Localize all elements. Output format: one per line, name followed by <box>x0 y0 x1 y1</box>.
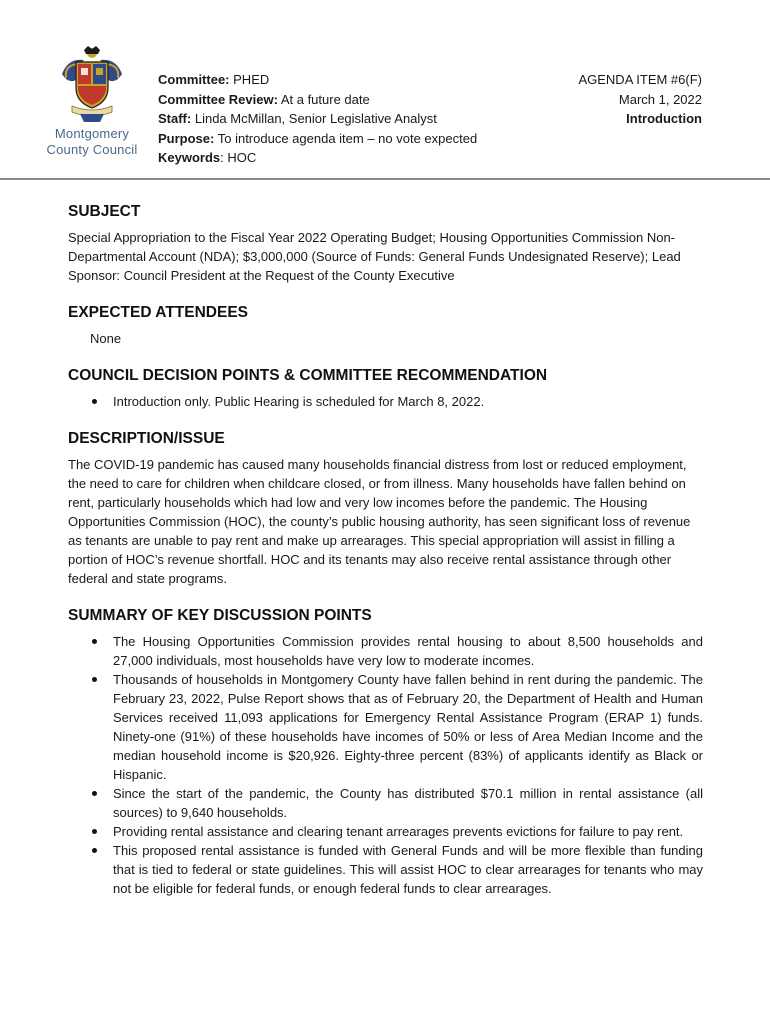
summary-list <box>68 632 703 898</box>
agenda-item-number: AGENDA ITEM #6(F) <box>578 72 702 87</box>
purpose-label: Purpose: <box>158 130 215 146</box>
committee-info <box>158 70 477 168</box>
review-value: At a future date <box>280 91 370 107</box>
list-item: This proposed rental assistance is funded with General Funds and will be more flexible than funding that is tied to federal or state guidelines. This will assist HOC to clear arrearages for tenants who may not be eligible for federal funds, or enough federal funds to clear arrearages. <box>113 843 703 896</box>
subject-heading: SUBJECT <box>68 203 141 220</box>
description-text: The COVID-19 pandemic has caused many households financial distress from lost or reduced employment, the need to care for children when childcare closed, or from illness. Many households have fallen behind on rent, particularly households which had low and very low incomes before the pandemic. The Housing Opportunities Commission (HOC), the county’s public housing authority, has seen significant loss of revenue as tenants are unable to pay rent and make up arrearages. This special appropriation will assist in filling a portion of HOC’s revenue shortfall. HOC and its tenants may also receive rental assistance through other federal and state programs. <box>68 457 691 586</box>
council-name <box>44 126 140 158</box>
purpose-value: To introduce agenda item – no vote expected <box>217 130 478 146</box>
header-divider <box>0 178 770 180</box>
summary-heading: SUMMARY OF KEY DISCUSSION POINTS <box>68 607 372 624</box>
keywords-value: : HOC <box>220 150 257 165</box>
purpose-row <box>158 129 477 149</box>
staff-value: Linda McMillan, Senior Legislative Analyst <box>194 111 437 126</box>
agenda-date: March 1, 2022 <box>618 91 702 107</box>
list-item: The Housing Opportunities Commission provides rental housing to about 8,500 households and 27,000 individuals, most households have very low to moderate incomes. <box>113 634 703 668</box>
decision-list <box>68 392 703 411</box>
council-name-line2: County Council <box>46 142 138 157</box>
attendees-text: None <box>90 331 122 346</box>
list-item: Providing rental assistance and clearing tenant arrearages prevents evictions for failure to pay rent. <box>113 822 703 841</box>
list-item: Introduction only. Public Hearing is scheduled for March 8, 2022. <box>113 392 703 411</box>
staff-row <box>158 109 477 129</box>
document-body <box>68 202 703 916</box>
description-section <box>68 429 703 588</box>
committee-row <box>158 70 477 90</box>
attendees-heading: EXPECTED ATTENDEES <box>68 304 248 321</box>
keywords-row <box>158 148 477 168</box>
review-row <box>158 90 477 110</box>
staff-label: Staff: <box>158 111 192 126</box>
committee-value: PHED <box>233 72 270 87</box>
attendees-section <box>68 303 703 348</box>
agenda-info <box>578 70 702 129</box>
decision-section <box>68 366 703 411</box>
summary-section <box>68 606 703 898</box>
decision-heading: COUNCIL DECISION POINTS & COMMITTEE RECOMMENDATION <box>68 367 548 384</box>
subject-text: Special Appropriation to the Fiscal Year 2022 Operating Budget; Housing Opportunities Commission Non-Departmental Account (NDA); $3,000,000 (Source of Funds: General Funds Undesignated Reserve); Lead Sponsor: Council President at the Request of the County Executive <box>68 230 681 283</box>
subject-section <box>68 202 703 285</box>
county-seal-icon <box>54 44 130 124</box>
keywords-label: Keywords <box>158 150 221 165</box>
description-heading: DESCRIPTION/ISSUE <box>68 430 225 447</box>
list-item: Thousands of households in Montgomery County have fallen behind in rent during the pandemic. The February 23, 2022, Pulse Report shows that as of February 20, the Department of Health and Human Services received 11,093 applications for Emergency Rental Assistance Program (ERAP 1) funds. Ninety-one (91%) of these households have incomes of 50% or less of Area Median Income and the median household income is $20,926. Eighty-three percent (83%) of applicants identify as Black or Hispanic. <box>113 672 703 782</box>
review-label: Committee Review: <box>158 91 278 107</box>
list-item: Since the start of the pandemic, the County has distributed $70.1 million in rental assistance (all sources) to 9,640 households. <box>113 786 703 820</box>
council-name-line1: Montgomery <box>54 126 130 141</box>
committee-label: Committee: <box>158 72 230 87</box>
agenda-stage: Introduction <box>626 111 702 126</box>
county-seal-logo <box>44 44 140 158</box>
